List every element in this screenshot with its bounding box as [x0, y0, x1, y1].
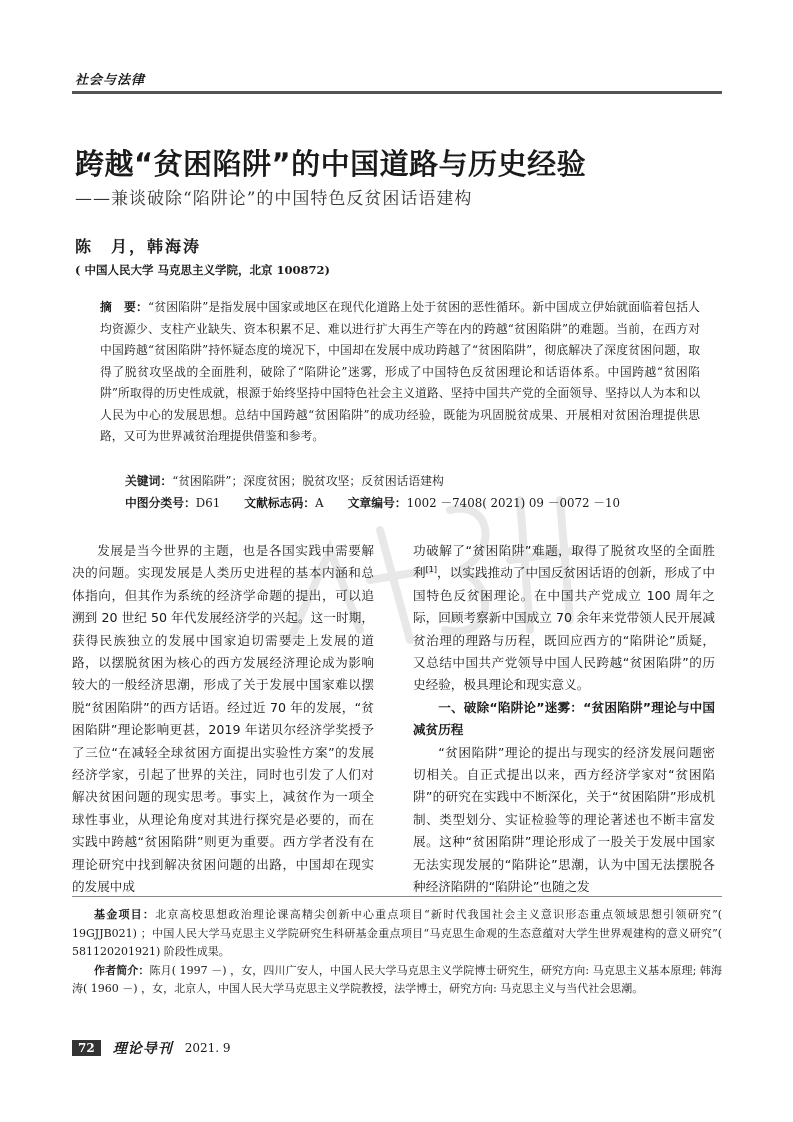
article-subtitle: ——兼谈破除“陷阱论”的中国特色反贫困话语建构	[75, 189, 473, 209]
keywords-text: “贫困陷阱”；深度贫困；脱贫攻坚；反贫困话语建构	[172, 474, 444, 488]
body-column-right	[413, 540, 715, 899]
body-column-left	[72, 540, 374, 899]
doc-code-label: 文献标志码：	[244, 496, 316, 510]
body-paragraph	[413, 540, 715, 697]
fund-label: 基金项目：	[94, 908, 156, 921]
abstract	[100, 297, 700, 448]
citation-ref[interactable]: [1]	[425, 565, 437, 575]
classification-line	[125, 494, 620, 511]
abstract-label: 摘 要：	[100, 300, 148, 314]
abstract-text: “贫困陷阱”是指发展中国家或地区在现代化道路上处于贫困的恶性循环。新中国成立伊始就面临着包括人均资源少、支柱产业缺失、资本积累不足、难以进行扩大再生产等在内的跨越“贫困陷阱”的难题。当前，在西方对中国跨越“贫困陷阱”持怀疑态度的境况下，中国却在发展中成功跨越了“贫困陷阱”，彻底解决了深度贫困问题，取得了脱贫攻坚战的全面胜利，破除了“陷阱论”迷雾，形成了中国特色反贫困理论和话语体系。中国跨越“贫困陷阱”所取得的历史性成就，根源于始终坚持中国特色社会主义道路、坚持中国共产党的全面领导、坚持以人为本和以人民为中心的发展思想。总结中国跨越“贫困陷阱”的成功经验，既能为巩固脱贫成果、开展相对贫困治理提供思路，又可为世界减贫治理提供借鉴和参考。	[100, 300, 700, 443]
footnotes	[72, 906, 722, 999]
article-id-value: 1002 －7408( 2021) 09 －0072 －10	[406, 496, 621, 510]
author-note	[72, 962, 722, 999]
fund-note	[72, 906, 722, 962]
journal-name: 理论导刊	[112, 1041, 173, 1057]
author-bio-text: 陈月( 1997 －) ，女，四川广安人，中国人民大学马克思主义学院博士研究生，研究方向: 马克思主义基本原理; 韩海涛( 1960 －) ，女，北京人，中国人民大学马克思主义学院教授，法学博士，研究方向: 马克思主义与当代社会思潮。	[72, 963, 723, 995]
body-paragraph: 发展是当今世界的主题，也是各国实践中需要解决的问题。实现发展是人类历史进程的基本内涵和总体指向，但其作为系统的经济学命题的提出，可以追溯到 20 世纪 50 年代发展经济学的兴起。这一时期，获得民族独立的发展中国家迫切需要走上发展的道路，以摆脱贫困为核心的西方发展经济理论成为影响较大的一般经济思潮，形成了关于发展中国家难以摆脱“贫困陷阱”的西方话语。经过近 70 年的发展，“贫困陷阱”理论影响更甚，2019 年诺贝尔经济学奖授予了三位“在减轻全球贫困方面提出实验性方案”的发展经济学家，引起了世界的关注，同时也引发了人们对解决贫困问题的现实思考。事实上，减贫作为一项全球性事业，从理论角度对其进行探究是必要的，而在实践中跨越“贫困陷阱”则更为重要。西方学者没有在理论研究中找到解决贫困问题的出路，中国却在现实的发展中成	[72, 543, 374, 895]
keywords	[125, 472, 444, 489]
header-rule	[72, 91, 722, 94]
body-text: 功破解了“贫困陷阱”难题，取得了脱贫攻坚的全面胜利	[413, 543, 715, 581]
author-bio-label: 作者简介：	[94, 963, 150, 977]
fund-text: 北京高校思想政治理论课高精尖创新中心重点项目“新时代我国社会主义意识形态重点领域思想引领研究”( 19GJJB021) ；中国人民大学马克思主义学院研究生科研基金重点项目“马克思生命观的生态意蕴对大学生世界观建构的意义研究”( 581120201921) 阶段性成果。	[72, 908, 722, 958]
clc-label: 中图分类号：	[125, 496, 196, 510]
article-id-label: 文章编号：	[347, 496, 407, 510]
footnote-rule	[72, 896, 722, 897]
author-affiliation: ( 中国人民大学 马克思主义学院，北京 100872)	[75, 263, 330, 277]
section-label: 社会与法律	[75, 73, 146, 88]
issue-date: 2021. 9	[184, 1041, 231, 1055]
page-number: 72	[72, 1040, 101, 1056]
author-names: 陈 月，韩海涛	[75, 237, 202, 256]
body-paragraph: “贫困陷阱”理论的提出与现实的经济发展问题密切相关。自正式提出以来，西方经济学家对“贫困陷阱”的研究在实践中不断深化，关于“贫困陷阱”形成机制、类型划分、实证检验等的理论著述也不断丰富发展。这种“贫困陷阱”理论形成了一股关于发展中国家无法实现发展的“陷阱论”思潮，认为中国无法摆脱各种经济陷阱的“陷阱论”也随之发	[413, 744, 715, 895]
article-title: 跨越“贫困陷阱”的中国道路与历史经验	[75, 147, 587, 181]
body-text: ，以实践推动了中国反贫困话语的创新，形成了中国特色反贫困理论。在中国共产党成立 100 周年之际，回顾考察新中国成立 70 余年来党带领人民开展减贫治理的理路与历程，既回应西方的“陷阱论”质疑，又总结中国共产党领导中国人民跨越“贫困陷阱”的历史经验，极具理论和现实意义。	[413, 565, 716, 693]
doc-code-value: A	[315, 496, 324, 510]
page-footer	[72, 1038, 231, 1058]
clc-value: D61	[195, 496, 221, 510]
keywords-label: 关键词：	[125, 474, 173, 488]
section-heading: 一、破除“陷阱论”迷雾：“贫困陷阱”理论与中国减贫历程	[413, 699, 715, 738]
